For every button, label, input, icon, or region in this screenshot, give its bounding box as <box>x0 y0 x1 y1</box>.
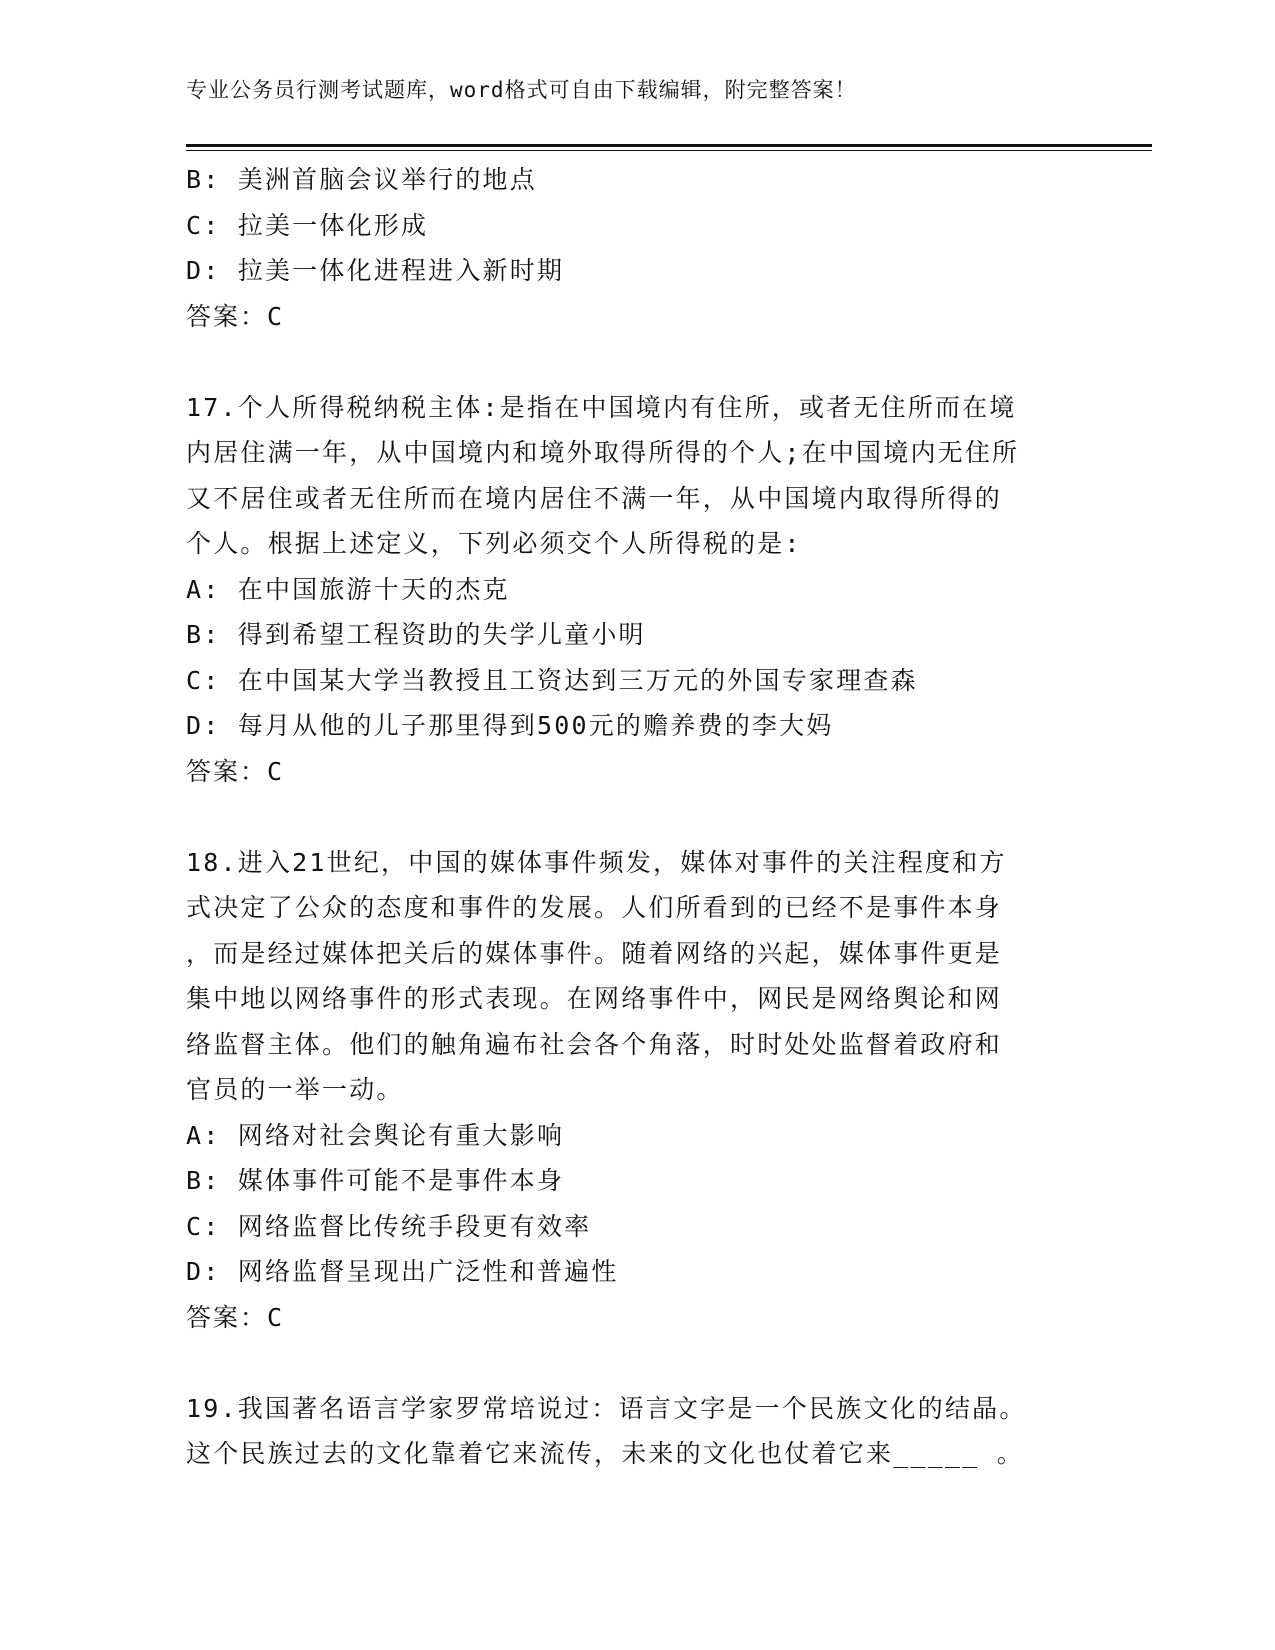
q18-stem-line: 式决定了公众的态度和事件的发展。人们所看到的已经不是事件本身 <box>186 893 1003 922</box>
q18-option-a: A: 网络对社会舆论有重大影响 <box>186 1120 565 1150</box>
q18-option-d: D: 网络监督呈现出广泛性和普遍性 <box>186 1257 619 1286</box>
question-19 <box>186 1386 1086 1477</box>
q17-option-a: A: 在中国旅游十天的杰克 <box>186 574 510 604</box>
q16-answer: 答案：C <box>186 301 285 331</box>
q18-option-b: B: 媒体事件可能不是事件本身 <box>186 1166 565 1195</box>
q17-option-b: B: 得到希望工程资助的失学儿童小明 <box>186 620 646 649</box>
q17-stem-line: 内居住满一年，从中国境内和境外取得所得的个人;在中国境内无住所 <box>186 438 1020 467</box>
question-16-tail <box>186 157 1086 339</box>
q19-stem-line: 这个民族过去的文化靠着它来流传，未来的文化也仗着它来_____ 。 <box>186 1439 1024 1468</box>
q18-stem-line: 18.进入21世纪，中国的媒体事件频发，媒体对事件的关注程度和方 <box>186 847 1007 877</box>
page-header: 专业公务员行测考试题库，word格式可自由下载编辑，附完整答案！ <box>186 78 857 102</box>
header-rule-thick <box>186 144 1152 147</box>
q16-option-d: D: 拉美一体化进程进入新时期 <box>186 256 565 285</box>
q18-stem-line: 集中地以网络事件的形式表现。在网络事件中，网民是网络舆论和网 <box>186 984 1003 1013</box>
q17-stem-line: 个人。根据上述定义，下列必须交个人所得税的是: <box>186 529 802 558</box>
q18-stem-line: 官员的一举一动。 <box>186 1075 404 1104</box>
spacer <box>186 1340 1086 1386</box>
q18-stem-line: ，而是经过媒体把关后的媒体事件。随着网络的兴起，媒体事件更是 <box>186 938 1003 968</box>
q18-option-c: C: 网络监督比传统手段更有效率 <box>186 1211 592 1241</box>
question-17 <box>186 385 1086 795</box>
question-18 <box>186 840 1086 1341</box>
q17-option-d: D: 每月从他的儿子那里得到500元的赡养费的李大妈 <box>186 711 834 740</box>
q18-stem-line: 络监督主体。他们的触角遍布社会各个角落，时时处处监督着政府和 <box>186 1029 1003 1059</box>
document-content <box>186 157 1086 1477</box>
q19-stem-line: 19.我国著名语言学家罗常培说过：语言文字是一个民族文化的结晶。 <box>186 1393 1027 1423</box>
q18-answer: 答案：C <box>186 1302 285 1332</box>
spacer <box>186 794 1086 840</box>
q16-option-b: B: 美洲首脑会议举行的地点 <box>186 165 537 194</box>
q17-option-c: C: 在中国某大学当教授且工资达到三万元的外国专家理查森 <box>186 665 918 695</box>
spacer <box>186 339 1086 385</box>
q17-answer: 答案：C <box>186 756 285 786</box>
q17-stem-line: 17.个人所得税纳税主体:是指在中国境内有住所，或者无住所而在境 <box>186 392 1017 422</box>
header-rule-thin <box>186 150 1152 151</box>
q16-option-c: C: 拉美一体化形成 <box>186 210 429 240</box>
q17-stem-line: 又不居住或者无住所而在境内居住不满一年，从中国境内取得所得的 <box>186 483 1003 513</box>
